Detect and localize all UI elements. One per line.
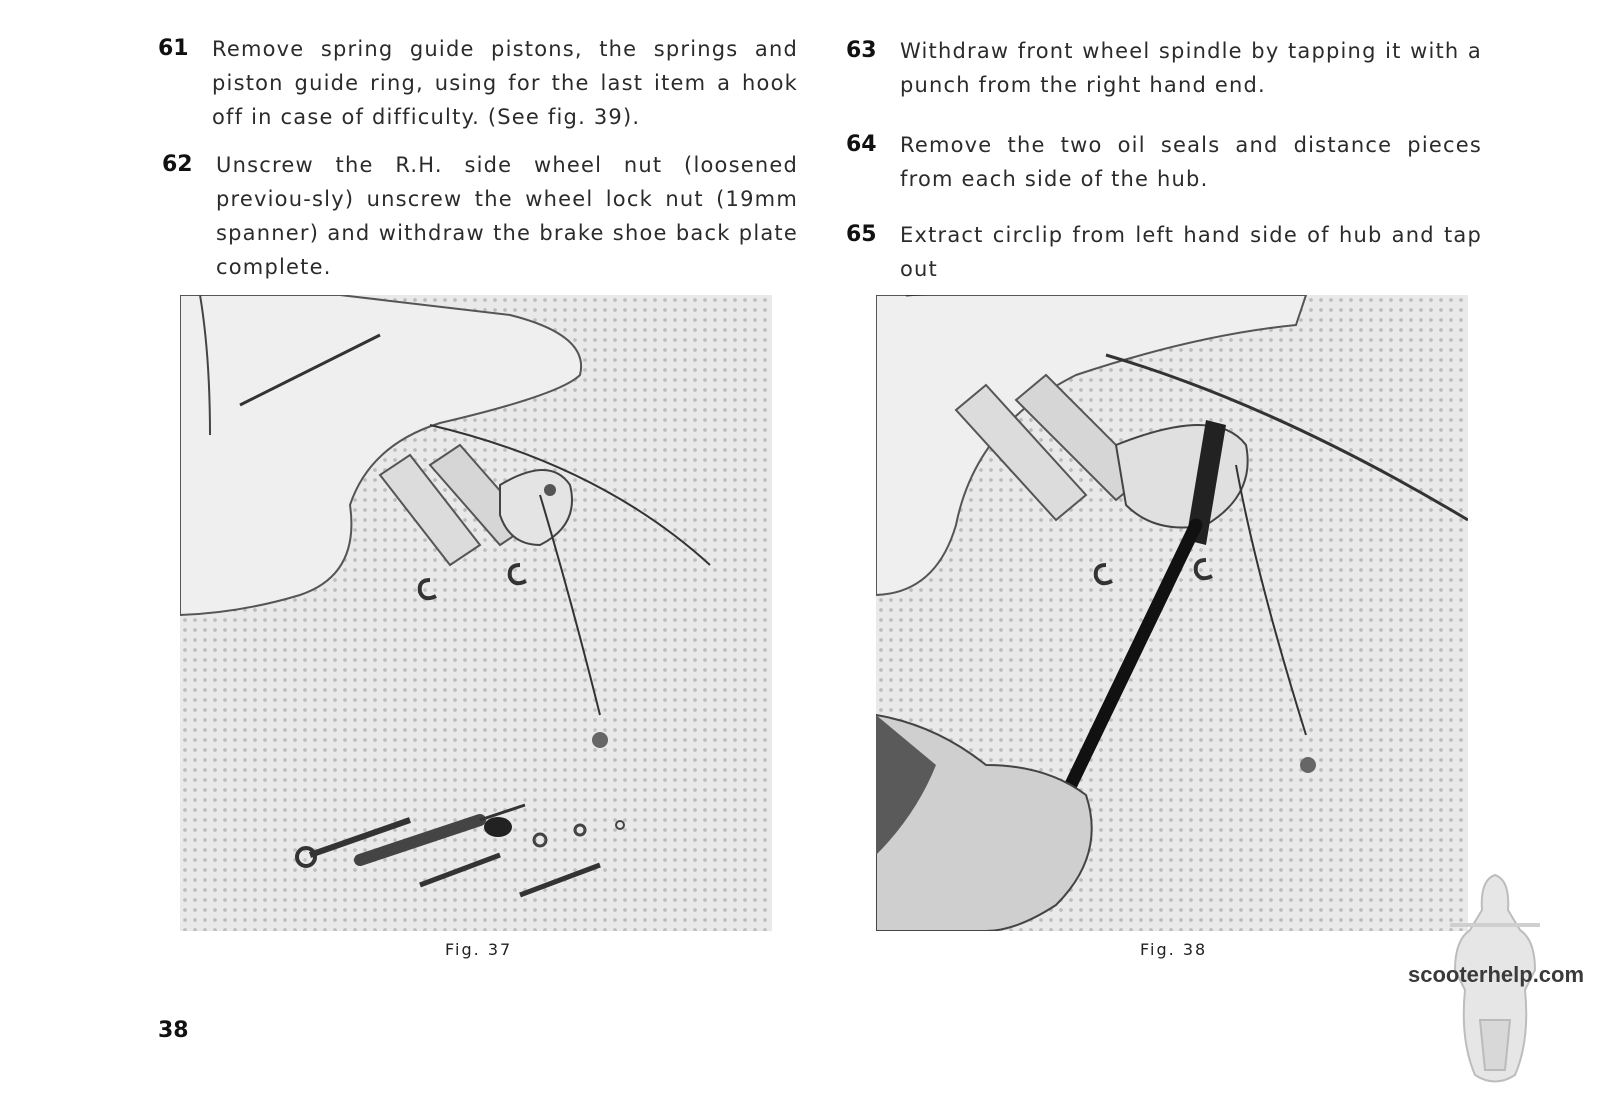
step-text: Extract circlip from left hand side of hub and tap out [900,223,1482,281]
scooterhelp-watermark: scooterhelp.com [1408,962,1585,987]
step-65 [846,218,1482,286]
step-number: 64 [846,132,877,157]
step-text: Unscrew the R.H. side wheel nut (loosened previou-sly) unscrew the wheel lock nut (19mm spanner) and withdraw the brake shoe back plate complete. [216,153,798,279]
step-text: Remove the two oil seals and distance pieces from each side of the hub. [900,133,1482,191]
figure-38-caption: Fig. 38 [1140,940,1208,959]
page-number: 38 [158,1018,189,1043]
step-number: 65 [846,222,877,247]
figure-37-caption: Fig. 37 [445,940,513,959]
step-text: Withdraw front wheel spindle by tapping it with a punch from the right hand end. [900,39,1482,97]
step-number: 61 [158,36,189,61]
step-63 [846,34,1482,102]
step-text: Remove spring guide pistons, the springs and piston guide ring, using for the last item a hook off in case of difficulty. (See fig. 39). [212,37,798,129]
step-number: 62 [162,152,193,177]
step-62 [162,148,798,284]
figure-38-photo [876,295,1468,931]
figure-37-photo [180,295,772,931]
step-61 [158,32,798,134]
step-number: 63 [846,38,877,63]
step-64 [846,128,1482,196]
